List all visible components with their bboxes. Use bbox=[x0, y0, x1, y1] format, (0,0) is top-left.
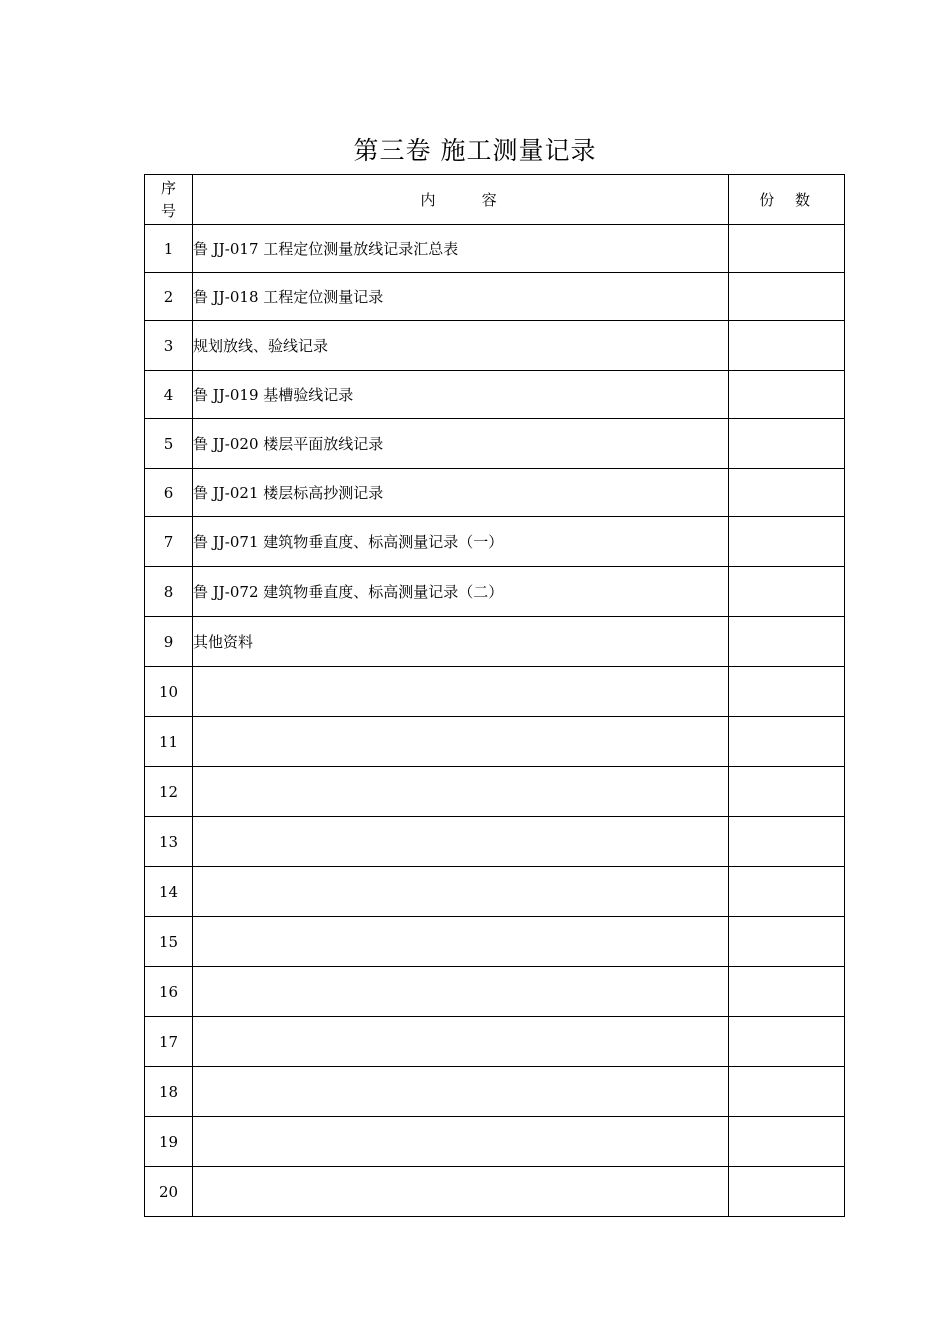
row-number-cell: 4 bbox=[145, 371, 193, 419]
table-row bbox=[145, 419, 845, 469]
table-row bbox=[145, 1117, 845, 1167]
row-count-cell bbox=[729, 273, 845, 321]
row-number-cell: 15 bbox=[145, 917, 193, 967]
row-content-cell: 鲁 JJ-072 建筑物垂直度、标高测量记录（二） bbox=[193, 567, 729, 617]
row-count-cell bbox=[729, 1017, 845, 1067]
table-row bbox=[145, 617, 845, 667]
header-cell-no bbox=[145, 175, 193, 225]
document-index-table bbox=[144, 174, 845, 1217]
row-count-cell bbox=[729, 817, 845, 867]
row-content-cell bbox=[193, 717, 729, 767]
row-count-cell bbox=[729, 419, 845, 469]
table-body bbox=[145, 225, 845, 1217]
row-number-cell: 16 bbox=[145, 967, 193, 1017]
row-count-cell bbox=[729, 1117, 845, 1167]
row-number-cell: 3 bbox=[145, 321, 193, 371]
row-content-cell bbox=[193, 767, 729, 817]
row-content-cell bbox=[193, 817, 729, 867]
table-row bbox=[145, 567, 845, 617]
row-number-cell: 19 bbox=[145, 1117, 193, 1167]
table-row bbox=[145, 717, 845, 767]
row-number-cell: 9 bbox=[145, 617, 193, 667]
row-number-cell: 17 bbox=[145, 1017, 193, 1067]
row-number-cell: 18 bbox=[145, 1067, 193, 1117]
row-content-cell: 鲁 JJ-017 工程定位测量放线记录汇总表 bbox=[193, 225, 729, 273]
header-content-label: 内 容 bbox=[420, 191, 501, 209]
row-content-cell bbox=[193, 967, 729, 1017]
row-content-cell bbox=[193, 667, 729, 717]
row-number-cell: 12 bbox=[145, 767, 193, 817]
row-content-cell bbox=[193, 867, 729, 917]
row-content-cell: 鲁 JJ-018 工程定位测量记录 bbox=[193, 273, 729, 321]
row-count-cell bbox=[729, 767, 845, 817]
row-count-cell bbox=[729, 1067, 845, 1117]
row-content-cell bbox=[193, 1017, 729, 1067]
row-count-cell bbox=[729, 617, 845, 667]
row-number-cell: 1 bbox=[145, 225, 193, 273]
row-count-cell bbox=[729, 867, 845, 917]
table-row bbox=[145, 667, 845, 717]
header-cell-content bbox=[193, 175, 729, 225]
row-number-cell: 2 bbox=[145, 273, 193, 321]
row-content-cell: 鲁 JJ-020 楼层平面放线记录 bbox=[193, 419, 729, 469]
row-content-cell bbox=[193, 1167, 729, 1217]
page-title: 第三卷 施工测量记录 bbox=[353, 136, 597, 165]
row-number-cell: 5 bbox=[145, 419, 193, 469]
row-number-cell: 14 bbox=[145, 867, 193, 917]
row-count-cell bbox=[729, 321, 845, 371]
row-content-cell bbox=[193, 1067, 729, 1117]
row-content-cell bbox=[193, 917, 729, 967]
row-number-cell: 20 bbox=[145, 1167, 193, 1217]
row-count-cell bbox=[729, 225, 845, 273]
table-row bbox=[145, 1067, 845, 1117]
table-row bbox=[145, 817, 845, 867]
table-row bbox=[145, 469, 845, 517]
row-count-cell bbox=[729, 917, 845, 967]
row-count-cell bbox=[729, 371, 845, 419]
row-number-cell: 11 bbox=[145, 717, 193, 767]
row-count-cell bbox=[729, 567, 845, 617]
table-row bbox=[145, 273, 845, 321]
table-row bbox=[145, 517, 845, 567]
row-count-cell bbox=[729, 469, 845, 517]
header-count-label: 份 数 bbox=[759, 191, 814, 209]
table-row bbox=[145, 321, 845, 371]
row-content-cell: 规划放线、验线记录 bbox=[193, 321, 729, 371]
row-content-cell: 鲁 JJ-071 建筑物垂直度、标高测量记录（一） bbox=[193, 517, 729, 567]
table-row bbox=[145, 371, 845, 419]
header-cell-count bbox=[729, 175, 845, 225]
row-number-cell: 7 bbox=[145, 517, 193, 567]
table-row bbox=[145, 867, 845, 917]
table-row bbox=[145, 967, 845, 1017]
row-count-cell bbox=[729, 1167, 845, 1217]
row-count-cell bbox=[729, 717, 845, 767]
row-number-cell: 6 bbox=[145, 469, 193, 517]
table-row bbox=[145, 767, 845, 817]
row-content-cell: 其他资料 bbox=[193, 617, 729, 667]
header-no-label: 序号 bbox=[160, 178, 176, 220]
table-row bbox=[145, 917, 845, 967]
row-number-cell: 10 bbox=[145, 667, 193, 717]
row-content-cell bbox=[193, 1117, 729, 1167]
row-count-cell bbox=[729, 517, 845, 567]
table-header-row bbox=[145, 175, 845, 225]
row-number-cell: 8 bbox=[145, 567, 193, 617]
row-content-cell: 鲁 JJ-019 基槽验线记录 bbox=[193, 371, 729, 419]
table-row bbox=[145, 1017, 845, 1067]
row-count-cell bbox=[729, 967, 845, 1017]
row-number-cell: 13 bbox=[145, 817, 193, 867]
table-row bbox=[145, 1167, 845, 1217]
row-content-cell: 鲁 JJ-021 楼层标高抄测记录 bbox=[193, 469, 729, 517]
table-row bbox=[145, 225, 845, 273]
row-count-cell bbox=[729, 667, 845, 717]
